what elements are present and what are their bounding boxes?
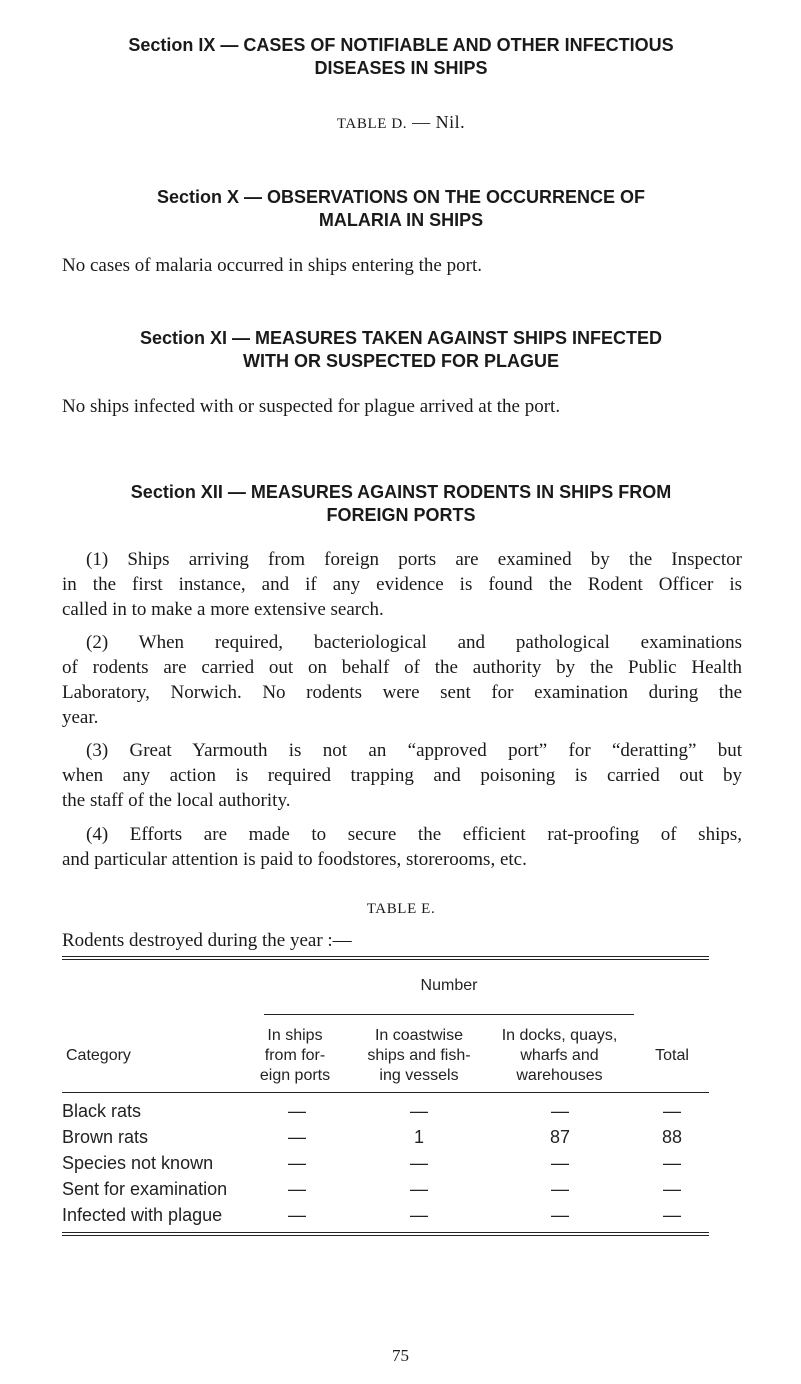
para-line: the staff of the local authority. [62, 790, 291, 811]
para-line: of rodents are carried out on behalf of the authority by the Public Health [62, 657, 742, 678]
row-c1: — [288, 1205, 306, 1225]
para-line: in the first instance, and if any evidence is found the Rodent Officer is [62, 574, 742, 595]
header-total: Total [655, 1047, 689, 1064]
section-xii-para-3 [62, 738, 742, 813]
header-col-coastwise [354, 1026, 484, 1086]
row-total: — [663, 1205, 681, 1225]
header-line: In docks, quays, [501, 1027, 618, 1044]
table-e-caption: Rodents destroyed during the year :— [62, 930, 352, 951]
header-line: eign ports [259, 1067, 331, 1084]
table-e-label [62, 898, 740, 918]
heading-line: Section XI — MEASURES TAKEN AGAINST SHIPS INFECTED [139, 328, 663, 348]
para-line: (4) Efforts are made to secure the efficient rat-proofing of ships, [86, 824, 742, 845]
row-category: Black rats [62, 1101, 142, 1121]
table-top-rule [62, 956, 709, 960]
row-c3: — [551, 1153, 569, 1173]
header-line: from for- [264, 1047, 326, 1064]
para-line: called in to make a more extensive search. [62, 599, 384, 620]
header-category: Category [66, 1047, 131, 1064]
section-xii-para-1 [62, 547, 742, 622]
heading-line: WITH OR SUSPECTED FOR PLAGUE [242, 351, 559, 371]
header-col-foreign-ports [245, 1026, 345, 1086]
para-line: (3) Great Yarmouth is not an “approved port” for “deratting” but [86, 740, 742, 761]
para-line: (1) Ships arriving from foreign ports are examined by the Inspector [86, 549, 742, 570]
header-line: In ships [267, 1027, 323, 1044]
row-total: — [663, 1153, 681, 1173]
row-category: Sent for examination [62, 1179, 228, 1199]
section-ix-heading [62, 34, 740, 80]
page-number: 75 [392, 1346, 409, 1365]
row-c2: — [410, 1205, 428, 1225]
header-line: ing vessels [379, 1067, 459, 1084]
header-col-docks [487, 1026, 632, 1086]
heading-line: Section X — OBSERVATIONS ON THE OCCURRENCE OF [156, 187, 646, 207]
row-c3: — [551, 1179, 569, 1199]
para-line: when any action is required trapping and poisoning is carried out by [62, 765, 742, 786]
row-total: 88 [661, 1127, 683, 1147]
header-bottom-rule [62, 1092, 709, 1093]
header-line: warehouses [516, 1067, 603, 1084]
row-c3: — [551, 1101, 569, 1121]
row-c2: — [410, 1101, 428, 1121]
para-line: and particular attention is paid to foodstores, storerooms, etc. [62, 849, 527, 870]
header-line: In coastwise [374, 1027, 464, 1044]
header-line: ships and fish- [367, 1047, 471, 1064]
section-xi-text: No ships infected with or suspected for plague arrived at the port. [62, 396, 561, 417]
section-x-heading [62, 186, 740, 232]
header-line: wharfs and [520, 1047, 599, 1064]
section-xii-heading [62, 481, 740, 527]
header-group-rule [264, 1014, 634, 1015]
header-number: Number [420, 977, 478, 994]
table-bottom-rule [62, 1232, 709, 1236]
heading-line: Section XII — MEASURES AGAINST RODENTS IN SHIPS FROM [130, 482, 672, 502]
para-line: year. [62, 707, 99, 728]
table-d-value: — Nil. [407, 112, 466, 132]
row-category: Species not known [62, 1153, 214, 1173]
row-c3: 87 [549, 1127, 571, 1147]
row-c1: — [288, 1153, 306, 1173]
para-line: Laboratory, Norwich. No rodents were sent for examination during the [62, 682, 742, 703]
row-c1: — [288, 1127, 306, 1147]
section-xi-heading [62, 327, 740, 373]
row-c3: — [551, 1205, 569, 1225]
table-e-name: TABLE E. [366, 901, 436, 917]
section-x-text: No cases of malaria occurred in ships entering the port. [62, 255, 482, 276]
row-total: — [663, 1179, 681, 1199]
section-xii-para-4 [62, 822, 742, 872]
row-c1: — [288, 1101, 306, 1121]
heading-line: Section IX — CASES OF NOTIFIABLE AND OTHER INFECTIOUS [128, 35, 674, 55]
row-c2: — [410, 1179, 428, 1199]
section-xii-para-2 [62, 630, 742, 730]
row-category: Brown rats [62, 1127, 149, 1147]
row-category: Infected with plague [62, 1205, 223, 1225]
row-c1: — [288, 1179, 306, 1199]
row-c2: 1 [413, 1127, 424, 1147]
heading-line: FOREIGN PORTS [326, 505, 476, 525]
row-total: — [663, 1101, 681, 1121]
heading-line: MALARIA IN SHIPS [318, 210, 484, 230]
heading-line: DISEASES IN SHIPS [314, 58, 488, 78]
rodents-table [62, 956, 709, 1376]
table-d-label [62, 112, 740, 133]
para-line: (2) When required, bacteriological and pathological examinations [86, 632, 742, 653]
table-d-name: TABLE D. [336, 116, 408, 132]
row-c2: — [410, 1153, 428, 1173]
